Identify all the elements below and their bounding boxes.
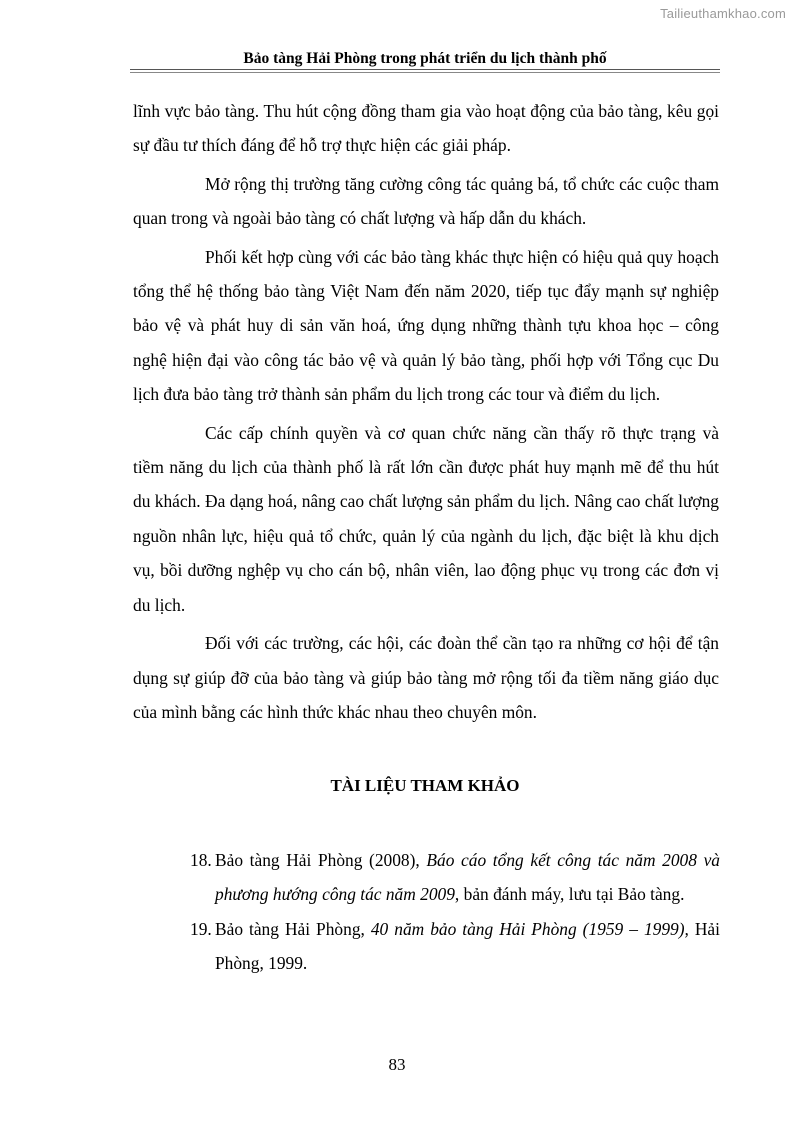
paragraph: Mở rộng thị trường tăng cường công tác quảng bá, tổ chức các cuộc tham quan trong và ngoài bảo tàng có chất lượng và hấp dẫn du khách. [133, 173, 719, 229]
page-number: 83 [388, 1055, 406, 1074]
header-rule [130, 69, 720, 70]
watermark: Tailieuthamkhao.com [660, 6, 786, 21]
reference-title: Báo cáo tổng kết công tác năm 2008 và phương hướng công tác năm 2009 [215, 850, 720, 905]
reference-number: 18. [190, 850, 212, 870]
paragraph: Các cấp chính quyền và cơ quan chức năng cần thấy rõ thực trạng và tiềm năng du lịch của thành phố là rất lớn cần được phát huy mạnh mẽ để thu hút du khách. Đa dạng hoá, nâng cao chất lượng sản phẩm du lịch. Nâng cao chất lượng nguồn nhân lực, hiệu quả tổ chức, quản lý của ngành du lịch, đặc biệt là khu dịch vụ, bồi dưỡng nghệp vụ cho cán bộ, nhân viên, lao động phục vụ trong các đơn vị du lịch. [133, 422, 719, 615]
running-header: Bảo tàng Hải Phòng trong phát triển du lịch thành phố [243, 50, 607, 67]
references-heading: TÀI LIỆU THAM KHẢO [330, 776, 520, 795]
reference-author: Bảo tàng Hải Phòng, [215, 918, 371, 939]
paragraph-continuation: lĩnh vực bảo tàng. Thu hút cộng đồng tham gia vào hoạt động của bảo tàng, kêu gọi sự đầu tư thích đáng để hỗ trợ thực hiện các giải pháp. [133, 101, 719, 156]
reference-number: 19. [190, 918, 212, 939]
paragraph: Đối với các trường, các hội, các đoàn thể cần tạo ra những cơ hội để tận dụng sự giúp đỡ của bảo tàng và giúp bảo tàng mở rộng tối đa tiềm năng giáo dục của mình bằng các hình thức khác nhau theo chuyên môn. [133, 633, 719, 722]
reference-details: Hải Phòng, 1999. [215, 918, 720, 974]
paragraph: Phối kết hợp cùng với các bảo tàng khác thực hiện có hiệu quả quy hoạch tổng thể hệ thống bảo tàng Việt Nam đến năm 2020, tiếp tục đẩy mạnh sự nghiệp bảo vệ và phát huy di sản văn hoá, ứng dụng những thành tựu khoa học – công nghệ hiện đại vào công tác bảo vệ và quản lý bảo tàng, phối hợp với Tổng cục Du lịch đưa bảo tàng trở thành sản phẩm du lịch trong các tour và điểm du lịch. [133, 246, 719, 405]
reference-title: 40 năm bảo tàng Hải Phòng (1959 – 1999), [370, 918, 689, 939]
reference-item [190, 843, 720, 912]
references-list [190, 843, 720, 981]
reference-author: Bảo tàng Hải Phòng (2008), [215, 850, 427, 870]
reference-details: , bản đánh máy, lưu tại Bảo tàng. [454, 884, 685, 905]
body-text [133, 94, 719, 733]
reference-item [190, 912, 720, 981]
header-rule-secondary [130, 72, 720, 73]
